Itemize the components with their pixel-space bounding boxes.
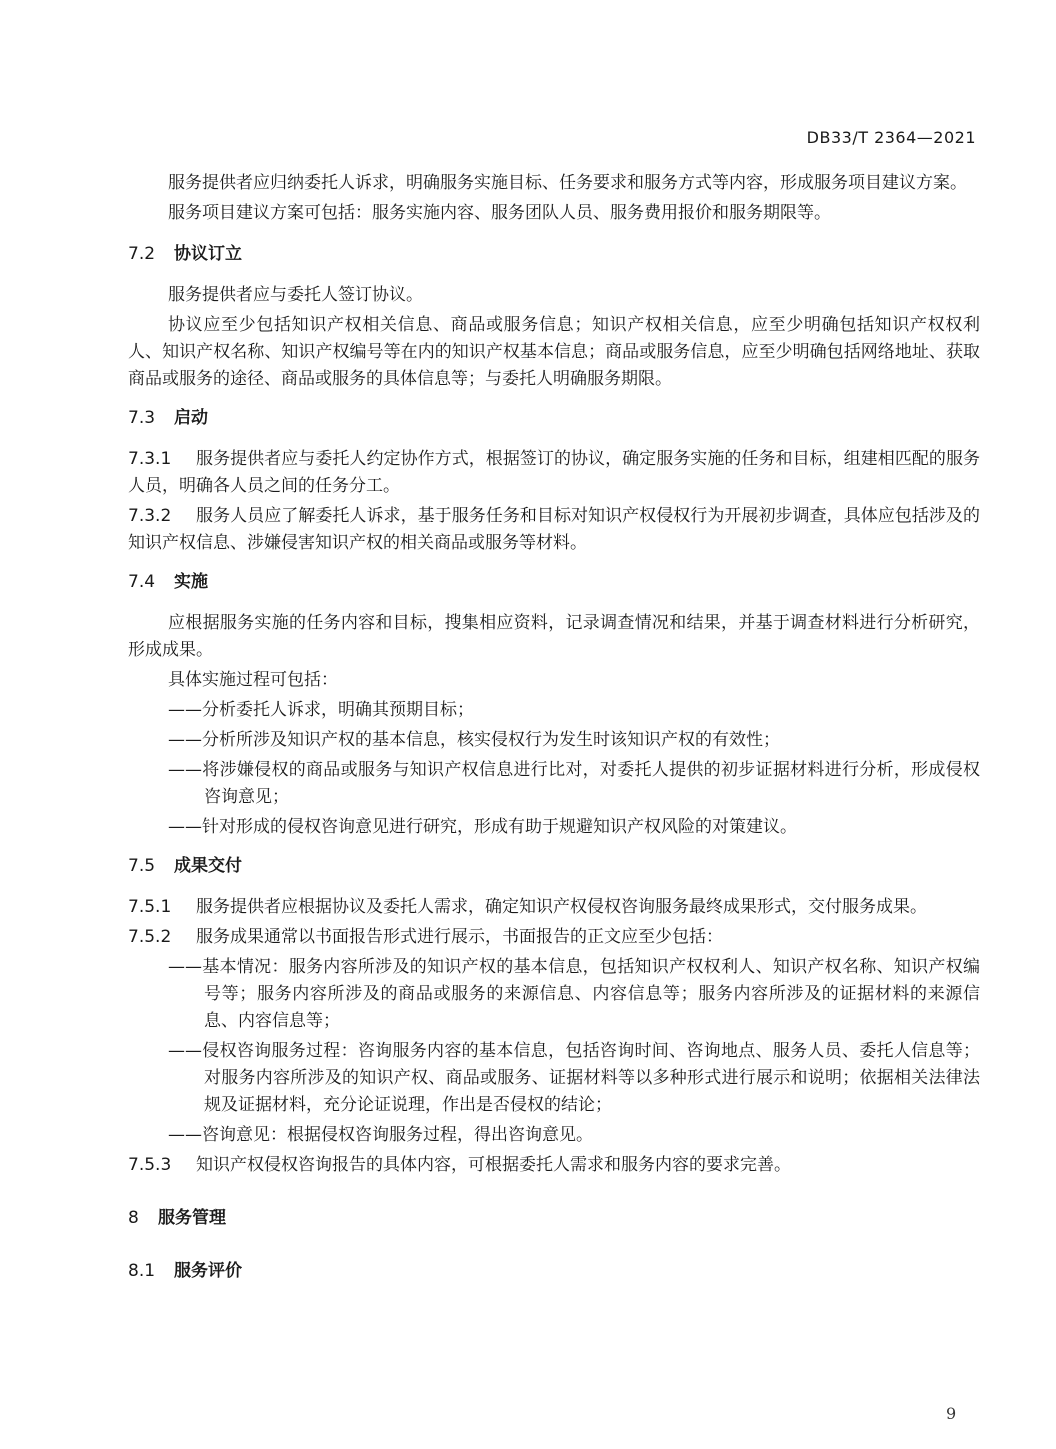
section-8-heading xyxy=(128,1205,980,1232)
clause-7-5-1 xyxy=(128,894,980,921)
document-code: DB33/T 2364—2021 xyxy=(806,128,976,147)
list-item: ——侵权咨询服务过程：咨询服务内容的基本信息，包括咨询时间、咨询地点、服务人员、委托人信息等；对服务内容所涉及的知识产权、商品或服务、证据材料等以多种形式进行展示和说明；依据相关法律法规及证据材料，充分论证说理，作出是否侵权的结论； xyxy=(168,1041,980,1115)
section-title: 服务评价 xyxy=(174,1261,242,1281)
intro-paragraph-1: 服务提供者应归纳委托人诉求，明确服务实施目标、任务要求和服务方式等内容，形成服务项目建议方案。 xyxy=(168,173,967,193)
section-title: 服务管理 xyxy=(158,1208,226,1228)
clause-number: 7.5.2 xyxy=(128,927,172,947)
clause-7-5-2 xyxy=(128,924,980,951)
section-7-3-heading xyxy=(128,405,980,432)
list-item: ——分析委托人诉求，明确其预期目标； xyxy=(168,700,474,720)
section-number: 7.2 xyxy=(128,244,156,264)
section-title: 成果交付 xyxy=(174,856,242,876)
section-title: 启动 xyxy=(174,408,208,428)
section-number: 7.3 xyxy=(128,408,156,428)
s7-2-paragraph-1: 服务提供者应与委托人签订协议。 xyxy=(168,285,423,305)
section-title: 协议订立 xyxy=(174,244,242,264)
clause-number: 7.5.3 xyxy=(128,1155,172,1175)
list-item: ——基本情况：服务内容所涉及的知识产权的基本信息，包括知识产权权利人、知识产权名称、知识产权编号等；服务内容所涉及的商品或服务的来源信息、内容信息等；服务内容所涉及的证据材料的来源信息、内容信息等； xyxy=(168,957,980,1031)
clause-text: 服务提供者应根据协议及委托人需求，确定知识产权侵权咨询服务最终成果形式，交付服务成果。 xyxy=(196,897,927,917)
clause-number: 7.3.1 xyxy=(128,449,172,469)
clause-text: 服务成果通常以书面报告形式进行展示，书面报告的正文应至少包括： xyxy=(196,927,723,947)
clause-text: 服务提供者应与委托人约定协作方式，根据签订的协议，确定服务实施的任务和目标，组建相匹配的服务人员，明确各人员之间的任务分工。 xyxy=(128,449,980,496)
clause-number: 7.5.1 xyxy=(128,897,172,917)
section-7-5-heading xyxy=(128,853,980,880)
list-item: ——咨询意见：根据侵权咨询服务过程，得出咨询意见。 xyxy=(168,1125,593,1145)
clause-7-5-3 xyxy=(128,1152,980,1179)
section-7-2-heading xyxy=(128,241,980,268)
clause-text: 知识产权侵权咨询报告的具体内容，可根据委托人需求和服务内容的要求完善。 xyxy=(196,1155,791,1175)
section-number: 7.4 xyxy=(128,572,156,592)
section-8-1-heading xyxy=(128,1258,980,1285)
section-number: 8 xyxy=(128,1208,139,1228)
clause-number: 7.3.2 xyxy=(128,506,172,526)
section-title: 实施 xyxy=(174,572,208,592)
list-item: ——将涉嫌侵权的商品或服务与知识产权信息进行比对，对委托人提供的初步证据材料进行分析，形成侵权咨询意见； xyxy=(168,760,980,807)
list-item: ——分析所涉及知识产权的基本信息，核实侵权行为发生时该知识产权的有效性； xyxy=(168,730,780,750)
clause-text: 服务人员应了解委托人诉求，基于服务任务和目标对知识产权侵权行为开展初步调查，具体应包括涉及的知识产权信息、涉嫌侵害知识产权的相关商品或服务等材料。 xyxy=(128,506,980,553)
s7-4-paragraph-2: 具体实施过程可包括： xyxy=(168,670,338,690)
clause-7-3-1 xyxy=(128,446,980,500)
page-body xyxy=(128,170,980,1299)
section-7-4-heading xyxy=(128,569,980,596)
s7-2-paragraph-2: 协议应至少包括知识产权相关信息、商品或服务信息；知识产权相关信息，应至少明确包括知识产权权利人、知识产权名称、知识产权编号等在内的知识产权基本信息；商品或服务信息，应至少明确包括网络地址、获取商品或服务的途径、商品或服务的具体信息等；与委托人明确服务期限。 xyxy=(128,315,980,389)
clause-7-3-2 xyxy=(128,503,980,557)
s7-4-paragraph-1: 应根据服务实施的任务内容和目标，搜集相应资料，记录调查情况和结果，并基于调查材料进行分析研究，形成成果。 xyxy=(128,613,980,660)
intro-paragraph-2: 服务项目建议方案可包括：服务实施内容、服务团队人员、服务费用报价和服务期限等。 xyxy=(168,203,831,223)
section-number: 7.5 xyxy=(128,856,156,876)
list-item: ——针对形成的侵权咨询意见进行研究，形成有助于规避知识产权风险的对策建议。 xyxy=(168,817,797,837)
section-number: 8.1 xyxy=(128,1261,156,1281)
page-number: 9 xyxy=(946,1404,957,1423)
